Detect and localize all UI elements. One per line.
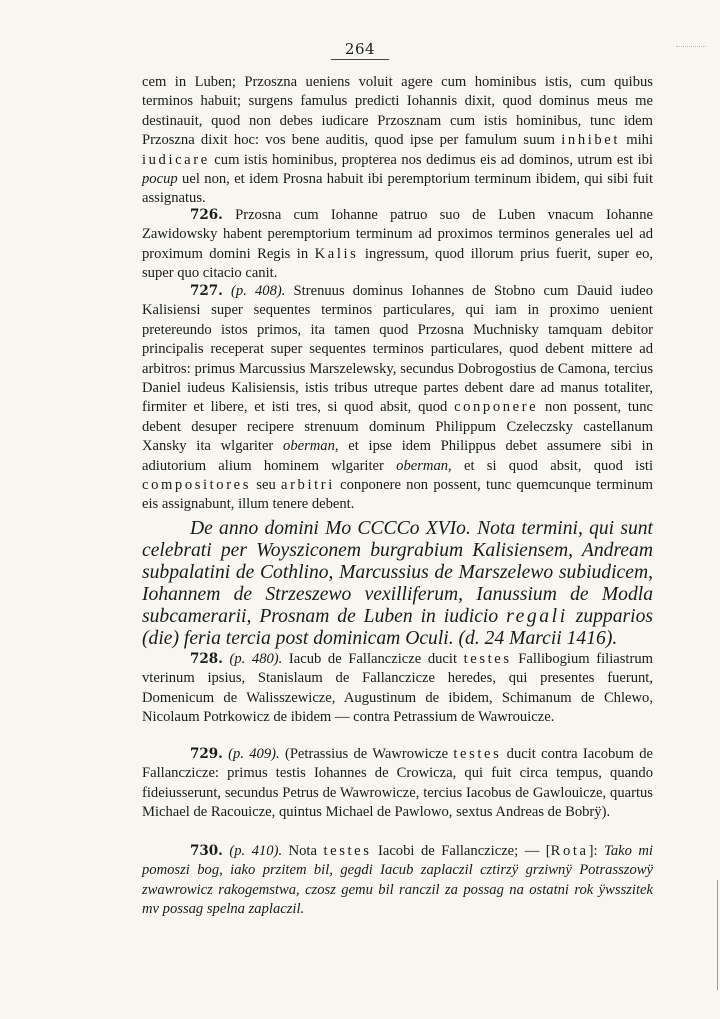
- entry-number: 730.: [190, 843, 223, 859]
- paragraph-continuation: cem in Luben; Przoszna ueniens voluit agere cum hominibus istis, cum quibus terminos habuit; surgens famulus predicti Iohannis dixit, quod dominus meus me destinauit, quod non debes iudicare Przosznam cum istis hominibus, tunc idem Przoszna dixit hoc: vos bene auditis, quod ipse per famulum suum inhibet mihi iudicare cum istis hominibus, propterea nos dedimus eis ad dominos, utrum est ibi pocup uel non, et idem Prosna habuit ibi peremptorium terminum ibidem, qui sibi fuit assignatus.: [142, 74, 653, 207]
- entry-730: 730. (p. 410). Nota testes Iacobi de Fallanczicze; — [Rota]: Tako mi pomoszi bog, iako przitem bil, gegdi Iacub zaplaczil cztirzÿ grziwnÿ Potrasszowÿ zwawrowicz rakogemstwa, czosz gemu bil ranczil za possag na ostatni rok ÿwsszitek mv possag spelna zaplaczil.: [142, 843, 653, 918]
- entry-number: 727.: [190, 283, 223, 299]
- scan-edge-line: [717, 880, 718, 990]
- page-reference: (p. 408).: [222, 283, 286, 299]
- section-heading: De anno domini Mo CCCCo XVIo. Nota termini, qui sunt celebrati per Woysziconem burgrabium Kalisiensem, Andream subpalatini de Cothlino, Marcussius de Marszelewo subiudicem, Iohannem de Strzeszewo vexilliferum, Ianussium de Modla subcamerarii, Prosnam de Luben in iudicio regali zupparios (die) feria tercia post dominicam Oculi. (d. 24 Marcii 1416).: [142, 518, 654, 649]
- entry-729: 729. (p. 409). (Petrassius de Wawrowicze testes ducit contra Iacobum de Fallanczicze: primus testis Iohannes de Crowicza, qui fuit circa tempus, quando fideiusserunt, secundus Petrus de Wawrowicze, tercius Iacobus de Gawlouicze, quartus Michael de Racouicze, quintus Michael de Pawlowo, sextus Andreas de Bobrÿ).: [142, 746, 653, 821]
- entry-number: 729.: [190, 746, 223, 762]
- page-reference: (p. 480).: [222, 651, 283, 667]
- entry-727: 727. (p. 408). Strenuus dominus Iohannes de Stobno cum Dauid iudeo Kalisiensi super sequentes terminos particulares, qui iam in proximo uenient pretereundo istos primos, ita tamen quod Przosna Muchnisky tamquam debitor principalis receperat super sequentes terminos particulares, quod debent mittere ad arbitros: primus Marcussius Marszelewsky, secundus Dobrogostius de Camona, tercius Daniel iudeus Kalisiensis, istis tribus utreque partes debent dare ad manus totaliter, firmiter et libere, et isti tres, si quod absit, quod conponere non possent, tunc debent desuper recipere strenuum dominum Philippum Czeleczsky castellanum Xansky ita wlgariter oberman, et ipse idem Philippus debet assumere sibi in adiutorium alium hominem wlgariter oberman, et si quod absit, quod isti compositores seu arbitri conponere non possent, tunc quemcunque terminum eis assignabunt, illum tenere debent.: [142, 283, 654, 513]
- page-number: 264: [0, 40, 720, 58]
- entry-number: 726.: [190, 207, 223, 223]
- edge-mark: [676, 46, 706, 49]
- entry-number: 728.: [190, 651, 223, 667]
- entry-726: 726. Przosna cum Iohanne patruo suo de Luben vnacum Iohanne Zawidowsky habent peremptorium terminum ad proximos terminos generales uel ad proximum domini Regis in Kalis ingressum, quod illorum prius fuerit, super eo, super quo citacio canit.: [142, 207, 654, 282]
- page-reference: (p. 410).: [222, 843, 283, 859]
- vernacular-oath: Tako mi pomoszi bog, iako przitem bil, gegdi Iacub zaplaczil cztirzÿ grziwnÿ Potrasszowÿ zwawrowicz rakogemstwa, czosz gemu bil ranczil za possag na ostatni rok ÿwsszitek mv possag spelna zaplaczil.: [142, 843, 653, 918]
- page-reference: (p. 409).: [222, 746, 280, 762]
- entry-728: 728. (p. 480). Iacub de Fallanczicze ducit testes Fallibogium filiastrum vterinum ipsius, Stanislaum de Fallanczicze heredes, qui presentes fuerunt, Domenicum de Walisszewicze, Augustinum de ibidem, Schimanum de Chlewo, Nicolaum Potrkowicz de ibidem — contra Petrassium de Wawrouicze.: [142, 651, 653, 726]
